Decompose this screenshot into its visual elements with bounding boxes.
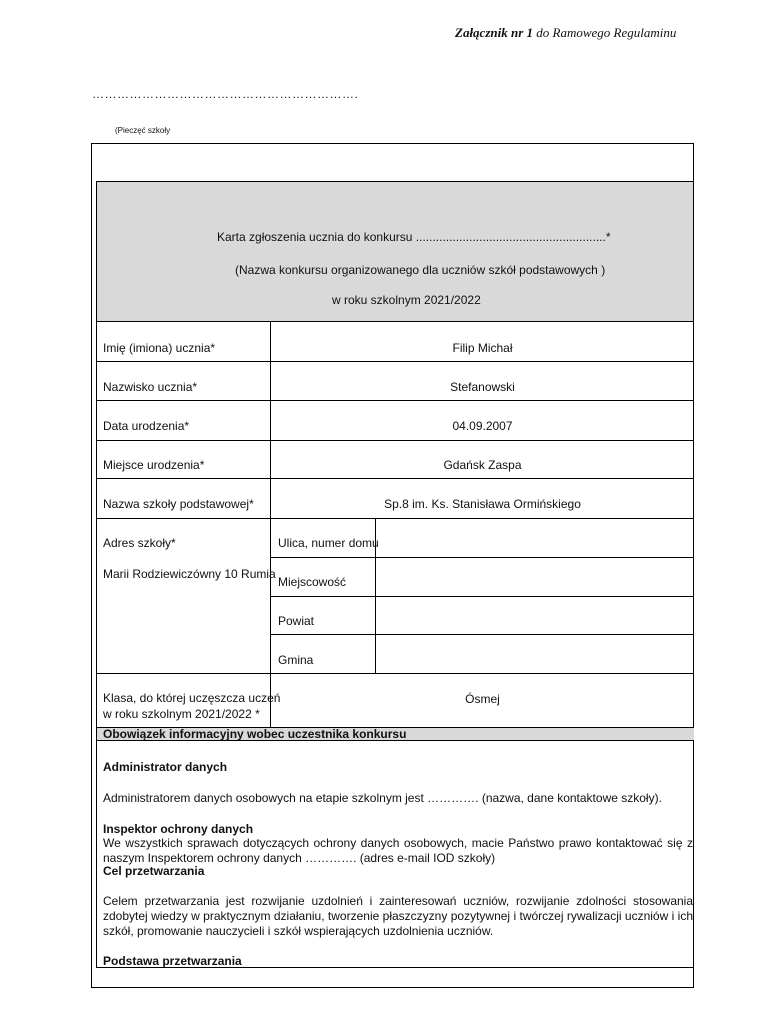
basis-heading: Podstawa przetwarzania <box>103 954 242 968</box>
row-divider <box>271 557 694 558</box>
first-name-label: Imię (imiona) ucznia* <box>103 341 216 355</box>
info-section-title: Obowiązek informacyjny wobec uczestnika konkursu <box>97 727 694 741</box>
iod-heading: Inspektor ochrony danych <box>103 822 254 836</box>
school-address-value[interactable]: Marii Rodziewiczówny 10 Rumia <box>103 567 276 581</box>
row-divider <box>97 478 694 479</box>
admin-text: Administratorem danych osobowych na etapie szkolnym jest …………. (nazwa, dane kontaktowe szkoły). <box>103 791 662 805</box>
iod-text: We wszystkich sprawach dotyczących ochrony danych osobowych, macie Państwo prawo kontaktować się z naszym Inspektorem ochrony danych …………. (adres e-mail IOD szkoły) <box>103 836 693 865</box>
attachment-reference: do Ramowego Regulaminu <box>533 25 677 40</box>
bottom-divider <box>97 967 694 968</box>
birth-date-field[interactable]: 04.09.2007 <box>452 419 513 433</box>
stamp-label: (Pieczęć szkoły <box>115 126 171 135</box>
school-address-label: Adres szkoły* <box>103 536 176 550</box>
row-divider <box>97 673 694 674</box>
row-divider <box>271 634 694 635</box>
goal-text: Celem przetwarzania jest rozwijanie uzdolnień i zainteresowań uczniów, rozwijanie zdolności stosowania zdobytej wiedzy w praktycznym działaniu, tworzenie płaszczyzny pozytywnej i twórczej rywalizacji uczniów i ich szkół, promowanie nauczycieli i szkół wspierających uzdolnienia uczniów. <box>103 894 693 938</box>
last-name-label: Nazwisko ucznia* <box>103 380 198 394</box>
city-label: Miejscowość <box>278 575 347 589</box>
first-name-field[interactable]: Filip Michał <box>452 341 513 355</box>
birth-date-label: Data urodzenia* <box>103 419 190 433</box>
row-divider <box>97 361 694 362</box>
school-name-field[interactable]: Sp.8 im. Ks. Stanisława Ormińskiego <box>384 497 581 511</box>
stamp-dotted-line: ………………………………………………………. <box>92 87 359 101</box>
row-divider <box>271 596 694 597</box>
row-divider <box>97 400 694 401</box>
birth-place-field[interactable]: Gdańsk Zaspa <box>443 458 522 472</box>
street-label: Ulica, numer domu <box>278 536 379 550</box>
right-border <box>693 182 694 968</box>
row-divider <box>97 518 694 519</box>
admin-heading: Administrator danych <box>103 760 228 774</box>
form-title: Karta zgłoszenia ucznia do konkursu .........................................................* <box>217 230 611 244</box>
goal-heading: Cel przetwarzania <box>103 864 205 878</box>
class-label-line1: Klasa, do której uczęszcza uczeń <box>103 691 281 705</box>
last-name-field[interactable]: Stefanowski <box>450 380 515 394</box>
commune-label: Gmina <box>278 653 314 667</box>
form-school-year: w roku szkolnym 2021/2022 <box>332 293 481 307</box>
school-name-label: Nazwa szkoły podstawowej* <box>103 497 254 511</box>
class-field[interactable]: Ósmej <box>465 692 500 706</box>
row-divider <box>97 440 694 441</box>
attachment-header <box>455 25 676 41</box>
form-subtitle: (Nazwa konkursu organizowanego dla uczniów szkół podstawowych ) <box>235 263 606 277</box>
birth-place-label: Miejsce urodzenia* <box>103 458 205 472</box>
class-label-line2: w roku szkolnym 2021/2022 * <box>103 707 260 721</box>
attachment-number: Załącznik nr 1 <box>455 25 534 40</box>
county-label: Powiat <box>278 614 315 628</box>
